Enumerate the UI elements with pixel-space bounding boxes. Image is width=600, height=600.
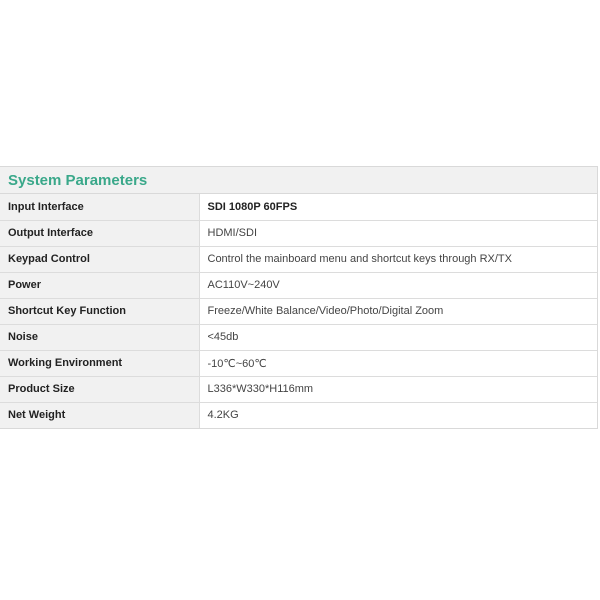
table-row (0, 376, 597, 402)
spec-label: Noise (0, 324, 199, 350)
spec-label: Keypad Control (0, 246, 199, 272)
spec-label: Output Interface (0, 220, 199, 246)
spec-label: Power (0, 272, 199, 298)
spec-value: 4.2KG (199, 402, 597, 428)
spec-label: Net Weight (0, 402, 199, 428)
system-parameters-panel (0, 166, 598, 429)
table-row (0, 220, 597, 246)
spec-label: Shortcut Key Function (0, 298, 199, 324)
table-row (0, 350, 597, 376)
spec-label: Input Interface (0, 194, 199, 220)
spec-table (0, 194, 597, 428)
section-header (0, 167, 597, 194)
spec-label: Working Environment (0, 350, 199, 376)
spec-value: Freeze/White Balance/Video/Photo/Digital Zoom (199, 298, 597, 324)
spec-value: AC110V~240V (199, 272, 597, 298)
table-row (0, 246, 597, 272)
spec-value: SDI 1080P 60FPS (199, 194, 597, 220)
table-row (0, 194, 597, 220)
table-row (0, 272, 597, 298)
spec-value: <45db (199, 324, 597, 350)
table-row (0, 324, 597, 350)
spec-value: L336*W330*H116mm (199, 376, 597, 402)
spec-value: Control the mainboard menu and shortcut keys through RX/TX (199, 246, 597, 272)
table-row (0, 402, 597, 428)
spec-label: Product Size (0, 376, 199, 402)
spec-value: HDMI/SDI (199, 220, 597, 246)
section-title: System Parameters (8, 171, 148, 189)
spec-value: -10℃~60℃ (199, 350, 597, 376)
table-row (0, 298, 597, 324)
